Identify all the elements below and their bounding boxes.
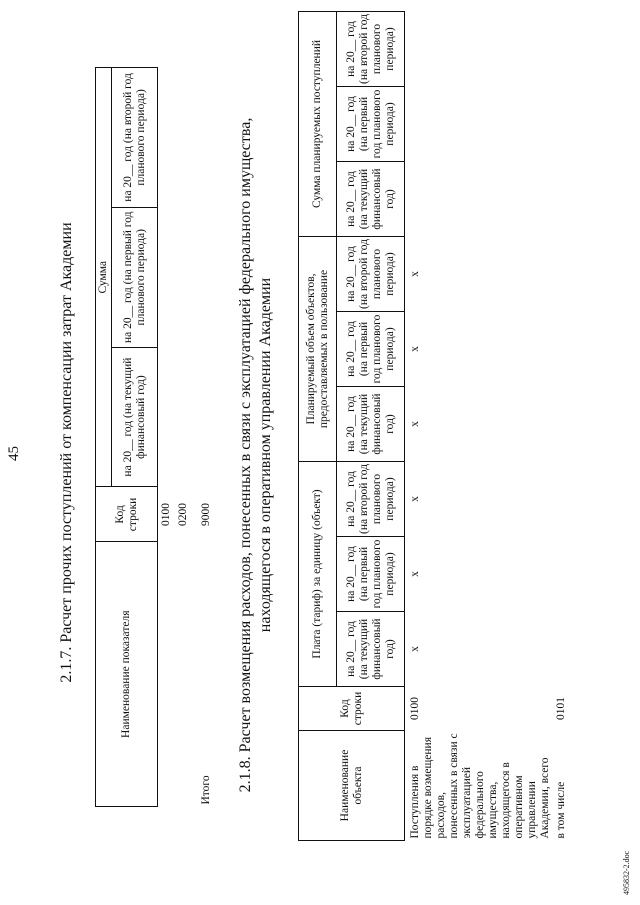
header-sum-first: на 20__ год (на первый год планового периода) xyxy=(337,87,405,162)
row-total-label: Итого xyxy=(200,775,212,805)
section-title-line2: находящегося в оперативном управлении Академии xyxy=(257,277,274,633)
table-compensation-income xyxy=(95,67,222,807)
row-total-code: 9000 xyxy=(200,502,212,526)
header-code: Код строки xyxy=(96,487,158,542)
row-name xyxy=(158,542,175,807)
header-sum-second: на 20__ год (на второй год планового периода) xyxy=(337,12,405,87)
header-fee-first: на 20__ год (на первый год планового периода) xyxy=(337,537,405,612)
header-volume-first: на 20__ год (на первый год планового периода) xyxy=(337,312,405,387)
row-total-name: Поступления в порядке возмещения расходов, понесенных в связи с эксплуатацией федерального имущества, находящегося в оперативном управлении Академии, всего xyxy=(409,733,551,839)
header-volume-second: на 20__ год (на второй год планового периода) xyxy=(337,237,405,312)
header-sum: Сумма планируемых поступлений xyxy=(299,12,337,237)
header-volume: Планируемый объем объектов, предоставляемых в пользование xyxy=(299,237,337,462)
row-name xyxy=(175,542,192,807)
x-mark: x xyxy=(409,346,421,352)
header-fee-second: на 20__ год (на второй год планового периода) xyxy=(337,462,405,537)
header-code: Код строки xyxy=(299,687,405,731)
header-current-year: на 20__ год (на текущий финансовый год) xyxy=(112,347,158,487)
section-title-2-1-7: 2.1.7. Расчет прочих поступлений от компенсации затрат Академии xyxy=(58,222,75,683)
header-object: Наименование объекта xyxy=(299,731,405,841)
header-volume-current: на 20__ год (на текущий финансовый год) xyxy=(337,387,405,462)
x-mark: x xyxy=(409,271,421,277)
document-filename: 495832-2.doc xyxy=(622,850,631,895)
header-sum-current: на 20__ год (на текущий финансовый год) xyxy=(337,162,405,237)
header-first-plan-year: на 20__ год (на первый год планового периода) xyxy=(112,207,158,347)
row-code: 0100 xyxy=(159,502,172,526)
row-code: 0200 xyxy=(176,502,189,526)
table-property-expenses xyxy=(298,11,569,841)
header-second-plan-year: на 20__ год (на второй год планового периода) xyxy=(112,68,158,208)
row-including-label: в том числе xyxy=(554,781,567,839)
header-sum: Сумма xyxy=(96,68,112,487)
row-total-code: 0100 xyxy=(409,697,421,720)
row-including-code: 0101 xyxy=(554,697,567,720)
header-fee-current: на 20__ год (на текущий финансовый год) xyxy=(337,612,405,687)
header-fee: Плата (тариф) за единицу (объект) xyxy=(299,462,337,687)
section-title-2-1-8 xyxy=(236,105,276,805)
x-mark: x xyxy=(409,571,421,577)
page-number: 45 xyxy=(6,446,22,461)
x-mark: x xyxy=(409,646,421,652)
header-indicator: Наименование показателя xyxy=(96,542,158,807)
x-mark: x xyxy=(409,421,421,427)
x-mark: x xyxy=(409,496,421,502)
section-title-line1: 2.1.8. Расчет возмещения расходов, понесенных в связи с эксплуатацией федерального имущества, xyxy=(237,117,254,793)
